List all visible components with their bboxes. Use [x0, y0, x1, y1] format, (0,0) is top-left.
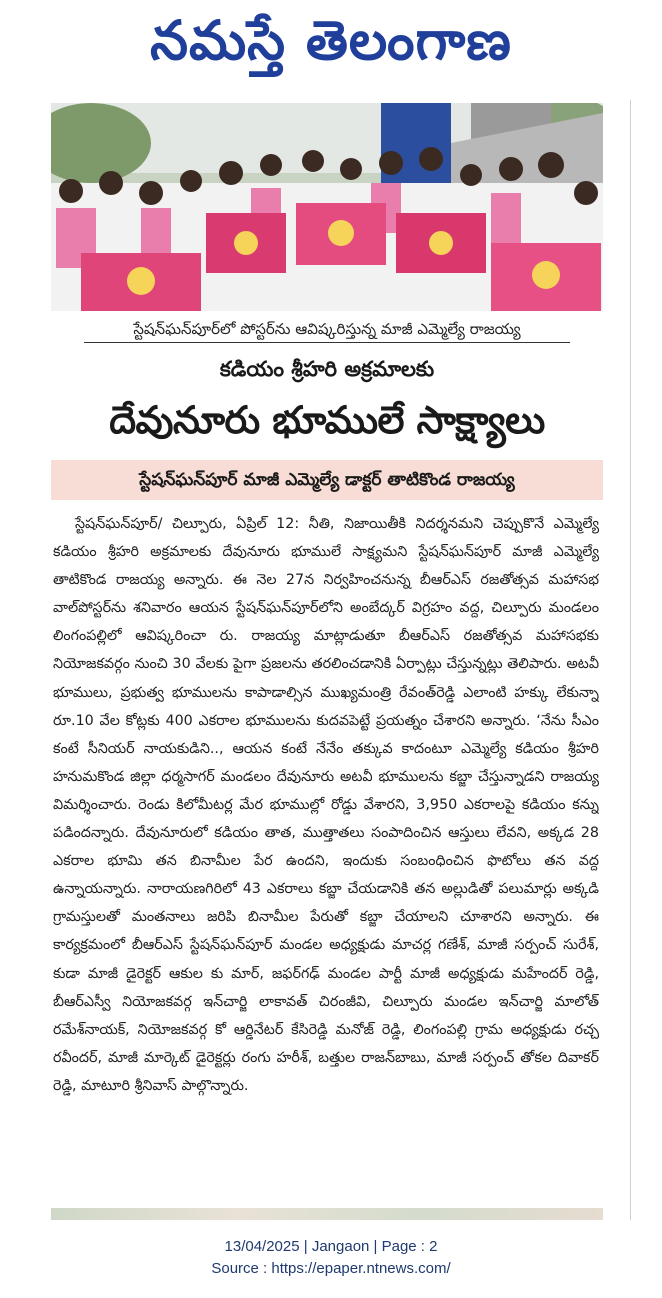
next-photo-strip	[51, 1208, 603, 1220]
masthead-logo: నమస్తే తెలంగాణ	[150, 9, 512, 72]
article-headline: దేవునూరు భూములే సాక్ష్యాలు	[109, 398, 545, 442]
article-kicker: కడియం శ్రీహరి అక్రమాలకు	[219, 357, 435, 381]
page-footer	[0, 1236, 662, 1284]
photo-caption: స్టేషన్‌ఘన్‌పూర్‌లో పోస్టర్‌ను ఆవిష్కరిస్తున్న మాజీ ఎమ్మెల్యే రాజయ్య	[133, 320, 521, 338]
article-subhead: స్టేషన్‌ఘన్‌పూర్ మాజీ ఎమ్మెల్యే డాక్టర్ తాటికొండ రాజయ్య	[51, 460, 603, 500]
caption-underline	[84, 342, 570, 343]
column-divider	[630, 100, 631, 1220]
news-photo	[51, 103, 603, 311]
footer-date-edition: 13/04/2025 | Jangaon | Page : 2	[224, 1238, 438, 1255]
article-body: స్టేషన్‌ఘన్‌పూర్/ చిల్పూరు, ఏప్రిల్ 12: నీతి, నిజాయితీకి నిదర్శనమని చెప్పుకొనే ఎమ్మెల్యే కడియం శ్రీహరి అక్రమాలకు దేవునూరు భూములే సాక్ష్యమని స్టేషన్‌ఘన్‌పూర్ మాజీ ఎమ్మెల్యే తాటికొండ రాజయ్య అన్నారు. ఈ నెల 27న నిర్వహించనున్న బీఆర్‌ఎస్ రజతోత్సవ మహాసభ వాల్‌పోస్టర్‌ను శనివారం ఆయన స్టేషన్‌ఘన్‌పూర్‌లోని అంబేద్కర్ విగ్రహం వద్ద, చిల్పూరు మండలం లింగంపల్లిలో ఆవిష్కరించా రు. రాజయ్య మాట్లాడుతూ బీఆర్‌ఎస్ రజతోత్సవ మహాసభకు నియోజకవర్గం నుంచి 30 వేలకు పైగా ప్రజలను తరలించడానికి ఏర్పాట్లు చేస్తున్నట్లు తెలిపారు. అటవీ భూములు, ప్రభుత్వ భూములను కాపాడాల్సిన ముఖ్యమంత్రి రేవంత్‌రెడ్డి ఎలాంటి హక్కు లేకున్నా రూ.10 వేల కోట్లకు 400 ఎకరాల భూములను కుదవపెట్టే ప్రయత్నం చేశారని అన్నారు. ‘నేను సీఎం కంటే సీనియర్ నాయకుడిని.., ఆయన కంటే నేనేం తక్కువ కాదంటూ ఎమ్మెల్యే కడియం శ్రీహరి హనుమకొండ జిల్లా ధర్మసాగర్ మండలం దేవునూరు అటవీ భూములను కబ్జా చేస్తున్నాడని రాజయ్య విమర్శించారు. రెండు కిలోమీటర్ల మేర భూముల్లో రోడ్డు వేశారని, 3,950 ఎకరాలపై కడియం కన్ను పడిందన్నారు. దేవునూరులో కడియం తాత, ముత్తాతలు సంపాదించిన ఆస్తులు లేవని, అక్కడ 28 ఎకరాల భూమి తన బినామీల పేర ఉందని, ఇందుకు సంబంధించిన ఫొటోలు తన వద్ద ఉన్నాయన్నారు. నారాయణగిరిలో 43 ఎకరాలు కబ్జా చేయడానికి తన అల్లుడితో పలుమార్లు అక్కడి గ్రామస్తులతో మంతనాలు జరిపి బినామీల పేరుతో కబ్జా చేయాలని చూశారని అన్నారు. ఈ కార్యక్రమంలో బీఆర్‌ఎస్ స్టేషన్‌ఘన్‌పూర్ మండల అధ్యక్షుడు మాచర్ల గణేశ్, మాజీ సర్పంచ్ సురేశ్, కుడా మాజీ డైరెక్టర్ ఆకుల కు మార్, జఫర్‌గఢ్ మండల పార్టీ మాజీ అధ్యక్షుడు మహేందర్ రెడ్డి, బీఆర్‌ఎస్వీ నియోజకవర్గ ఇన్‌చార్జి లాకావత్ చిరంజీవి, చిల్పూరు మండల ఇన్‌చార్జి మాలోత్ రమేశ్‌నాయక్, నియోజకవర్గ కో ఆర్డినేటర్ కేసిరెడ్డి మనోజ్ రెడ్డి, లింగంపల్లి గ్రామ అధ్యక్షుడు రచ్చ రవీందర్, మాజీ మార్కెట్ డైరెక్టర్లు రంగు హరీశ్, బత్తుల రాజన్‌బాబు, మాజీ సర్పంచ్ తోకల దివాకర్ రెడ్డి, మాటూరి శ్రీనివాస్ పాల్గొన్నారు.	[53, 516, 599, 1094]
footer-source-link[interactable]: Source : https://epaper.ntnews.com/	[211, 1260, 451, 1277]
